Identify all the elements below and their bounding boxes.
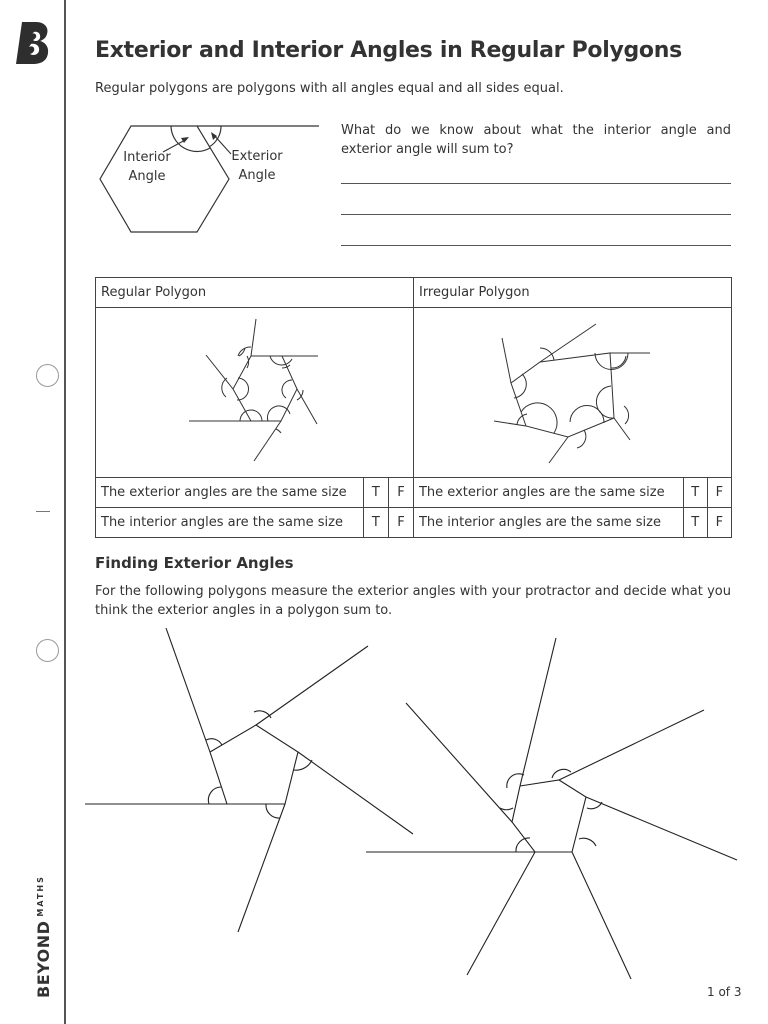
header-irregular-polygon: Irregular Polygon [413, 278, 731, 308]
irregular-exterior-statement: The exterior angles are the same size [413, 478, 683, 508]
brand-sub: MATHS [36, 875, 45, 917]
binder-hole-bottom [36, 639, 59, 662]
intro-text: Regular polygons are polygons with all angles equal and all sides equal. [95, 81, 564, 96]
answer-line-1[interactable] [341, 183, 731, 184]
brand-name: BEYOND [34, 920, 53, 998]
section-text: For the following polygons measure the exterior angles with your protractor and decide what you think the exterior angles in a polygon sum to. [95, 584, 731, 618]
regular-interior-false[interactable]: F [388, 508, 413, 538]
brand-wordmark [34, 875, 53, 998]
comparison-table [95, 277, 732, 538]
irregular-polygon-cell [413, 308, 731, 478]
regular-exterior-false[interactable]: F [388, 478, 413, 508]
hexagon-figure [366, 638, 737, 979]
interior-angle-label: Interior Angle [123, 150, 171, 184]
regular-polygon-cell [96, 308, 414, 478]
irregular-interior-false[interactable]: F [707, 508, 731, 538]
pentagon-figure [85, 628, 413, 932]
regular-hexagon-figure [96, 308, 412, 477]
regular-exterior-statement: The exterior angles are the same size [96, 478, 364, 508]
irregular-interior-true[interactable]: T [683, 508, 707, 538]
fold-mark [36, 511, 50, 512]
binder-hole-top [36, 364, 59, 387]
irregular-interior-statement: The interior angles are the same size [413, 508, 683, 538]
regular-interior-true[interactable]: T [363, 508, 388, 538]
answer-line-2[interactable] [341, 214, 731, 215]
irregular-exterior-false[interactable]: F [707, 478, 731, 508]
regular-interior-statement: The interior angles are the same size [96, 508, 364, 538]
beyond-b-logo-icon [14, 20, 52, 66]
section-heading: Finding Exterior Angles [95, 554, 294, 572]
question-text: What do we know about what the interior angle and exterior angle will sum to? [341, 123, 731, 157]
header-regular-polygon: Regular Polygon [96, 278, 414, 308]
regular-exterior-true[interactable]: T [363, 478, 388, 508]
exterior-angle-label: Exterior Angle [231, 149, 283, 183]
irregular-exterior-true[interactable]: T [683, 478, 707, 508]
irregular-hexagon-figure [414, 308, 730, 477]
margin-line [64, 0, 66, 1024]
page-number: 1 of 3 [707, 985, 742, 999]
page-title: Exterior and Interior Angles in Regular Polygons [95, 38, 682, 63]
answer-line-3[interactable] [341, 245, 731, 246]
